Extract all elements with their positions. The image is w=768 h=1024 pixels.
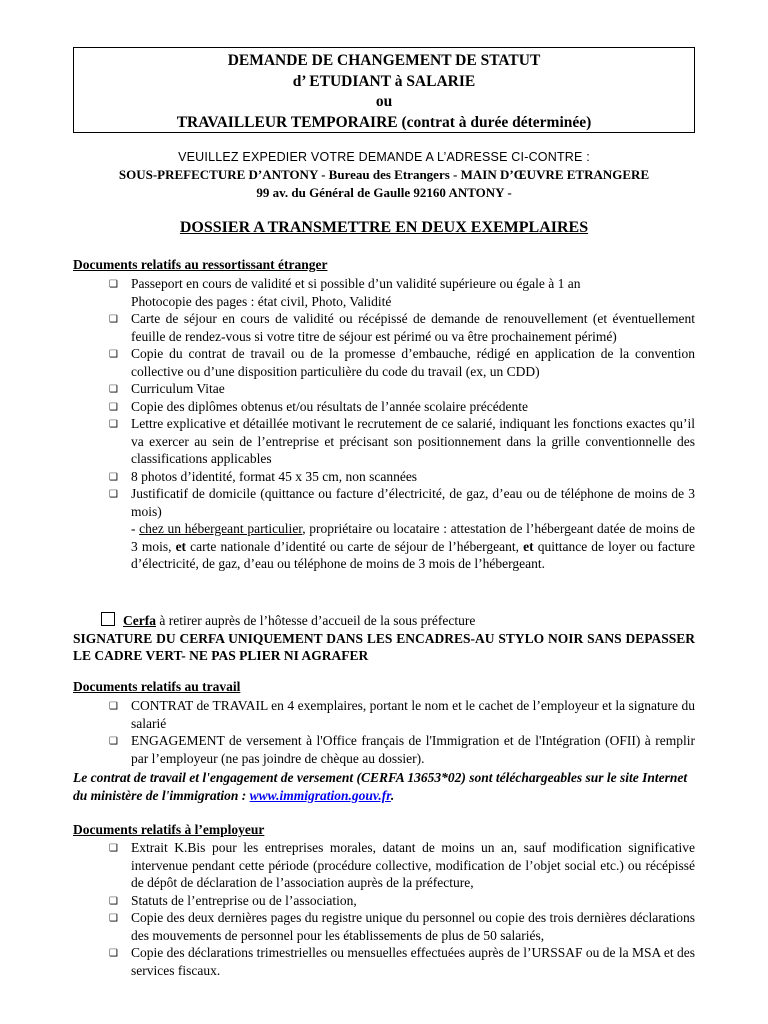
checkbox-bullet-icon: ❑ [109, 843, 118, 854]
list-item: ❑ Curriculum Vitae [109, 381, 225, 396]
list-item: ❑ Statuts de l’entreprise ou de l’association, [109, 892, 357, 908]
list-item: ❑ ENGAGEMENT de versement à l'Office français de l'Immigration et de l'Intégration (OFII) à remplir par l’employeur (ne pas joindre de chèque au dossier). [109, 733, 695, 766]
list-item: ❑ Justificatif de domicile (quittance ou facture d’électricité, de gaz, d’eau ou de téléphone de moins de 3 mois) - chez un hébergeant particulier, propriétaire ou locataire : attestation de l’hébergeant datée de moins de 3 mois, et carte nationale d’identité ou carte de séjour de l’hébergeant, et quittance de loyer ou facture d’électricité, de gaz, d’eau ou téléphone de moins de 3 mois de l’hébergeant. [109, 486, 695, 571]
section-title-employer: Documents relatifs à l’employeur [73, 822, 265, 837]
checkbox-bullet-icon: ❑ [109, 471, 118, 483]
title-line-2: d’ ETUDIANT à SALARIE [292, 72, 476, 90]
checkbox-bullet-icon: ❑ [109, 895, 118, 907]
list-item: ❑ Extrait K.Bis pour les entreprises morales, datant de moins un an, sauf modification significative intervenue pendant cette période (procédure collective, modification de l’objet social etc.) ou récépissé de dépôt de déclaration de l’association auprès de la préfecture, [109, 840, 695, 890]
download-note: Le contrat de travail et l'engagement de versement (CERFA 13653*02) sont téléchargeables sur le site Internet du ministère de l'immigration : www.immigration.gouv.fr. [73, 770, 688, 803]
section-title-work: Documents relatifs au travail [73, 679, 241, 694]
list-item: ❑ Copie des déclarations trimestrielles ou mensuelles effectuées auprès de l’URSSAF ou de la MSA et des services fiscaux. [109, 945, 696, 978]
checkbox-bullet-icon: ❑ [109, 401, 118, 413]
cerfa-word: Cerfa [123, 613, 156, 628]
list-item: ❑ Copie du contrat de travail ou de la promesse d’embauche, rédigé en application de la convention collective ou d’une disposition particulière du code du travail (ex, un CDD) [109, 346, 695, 379]
checkbox-bullet-icon: ❑ [109, 913, 118, 924]
list-item: ❑ Lettre explicative et détaillée motivant le recrutement de ce salarié, indiquant les fonctions exactes qu’il va exercer au sein de l’entreprise et précisant son positionnement dans la grille conventionnelle des classifications applicables [109, 416, 695, 466]
list-item: Photocopie des pages : état civil, Photo, Validité [131, 293, 392, 309]
cerfa-line [73, 612, 695, 629]
checkbox-bullet-icon: ❑ [109, 384, 118, 395]
checkbox-bullet-icon: ❑ [109, 419, 118, 430]
signature-instructions: SIGNATURE DU CERFA UNIQUEMENT DANS LES ENCADRES-AU STYLO NOIR SANS DEPASSER LE CADRE VERT- NE PAS PLIER NI AGRAFER [73, 631, 695, 663]
checkbox-bullet-icon: ❑ [109, 701, 118, 712]
cerfa-text: à retirer auprès de l’hôtesse d’accueil de la sous préfecture [155, 613, 476, 628]
immigration-link[interactable]: www.immigration.gouv.fr [249, 788, 391, 803]
list-item: ❑ Passeport en cours de validité et si possible d’un validité supérieure ou égale à 1 an [109, 276, 581, 291]
title-line-4-paren: (contrat à durée déterminée) [401, 113, 592, 131]
title-line-4 [74, 113, 694, 134]
host-link-text: chez un hébergeant particulier [139, 521, 303, 536]
dossier-title: DOSSIER A TRANSMETTRE EN DEUX EXEMPLAIRES [179, 219, 589, 236]
foreigner-documents-list [73, 275, 695, 573]
checkbox-icon [101, 612, 115, 626]
title-box [73, 47, 695, 133]
section-title-foreigner: Documents relatifs au ressortissant étranger [73, 257, 328, 272]
title-line-1: DEMANDE DE CHANGEMENT DE STATUT [227, 52, 541, 69]
list-item: ❑ 8 photos d’identité, format 45 x 35 cm, non scannées [109, 468, 418, 484]
checkbox-bullet-icon: ❑ [109, 314, 118, 325]
list-item: ❑ Copie des diplômes obtenus et/ou résultats de l’année scolaire précédente [109, 398, 528, 414]
work-documents-list [73, 697, 695, 767]
address-instruction: VEUILLEZ EXPEDIER VOTRE DEMANDE A L’ADRESSE CI-CONTRE : [178, 150, 590, 164]
title-line-3: ou [375, 93, 393, 110]
checkbox-bullet-icon: ❑ [109, 349, 118, 360]
checkbox-bullet-icon: ❑ [109, 489, 118, 500]
title-line-4-main: TRAVAILLEUR TEMPORAIRE [176, 113, 398, 131]
checkbox-bullet-icon: ❑ [109, 736, 118, 747]
address-office: SOUS-PREFECTURE D’ANTONY - Bureau des Etrangers - MAIN D’ŒUVRE ETRANGERE [118, 167, 650, 182]
list-item: ❑ CONTRAT de TRAVAIL en 4 exemplaires, portant le nom et le cachet de l’employeur et la signature du salarié [109, 698, 695, 731]
list-item: ❑ Copie des deux dernières pages du registre unique du personnel ou copie des trois dernières déclarations des mouvements de personnel pour les établissements de plus de 50 salariés, [109, 910, 695, 943]
employer-documents-list [73, 839, 695, 979]
checkbox-bullet-icon: ❑ [109, 279, 118, 290]
checkbox-bullet-icon: ❑ [109, 948, 118, 959]
host-requirements: - chez un hébergeant particulier, propriétaire ou locataire : attestation de l’hébergeant datée de moins de 3 mois, et carte nationale d’identité ou carte de séjour de l’hébergeant, et quittance de loyer ou facture d’électricité, de gaz, d’eau ou téléphone de moins de 3 mois de l’hébergeant. [131, 521, 695, 571]
list-item: ❑ Carte de séjour en cours de validité ou récépissé de demande de renouvellement (et éventuellement feuille de rendez-vous si votre titre de séjour est périmé ou va être prochainement périmé) [109, 311, 695, 344]
address-street: 99 av. du Général de Gaulle 92160 ANTONY - [256, 185, 512, 200]
